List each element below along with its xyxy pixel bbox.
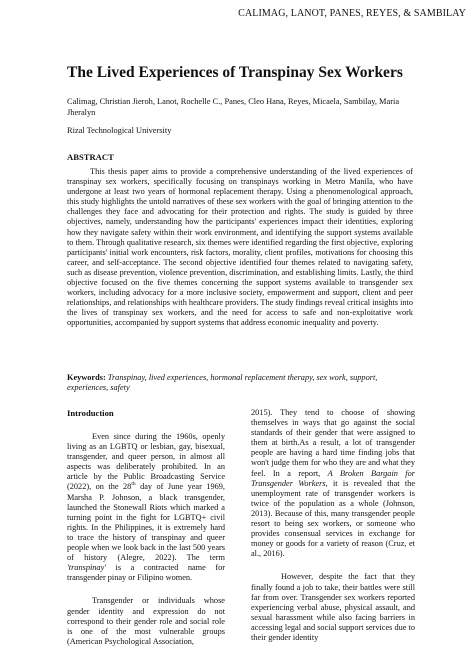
report-title: A Broken Bargain for Transgender Workers [251,468,415,488]
intro-paragraph-3 [251,408,415,559]
paper-title: The Lived Experiences of Transpinay Sex Workers [67,64,403,81]
intro-paragraph-4: However, despite the fact that they finally found a job to take, their battles were still far from over. Transgender sex workers reported experiencing verbal abuse, physical assault, and sexual harassment while also facing barriers in accessing legal and social support services due to their gender identity [251,572,415,642]
transpinay-term: 'transpinay' [67,563,107,573]
abstract-body: This thesis paper aims to provide a comprehensive understanding of the lived experiences of transpinay sex workers, specifically focusing on transpinays working in Metro Manila, who have undergone at least two years of hormonal replacement therapy. Using a phenomenological approach, this study highlights the untold narratives of these sex workers with the goal of bringing attention to the challenges they face and advocating for their protection and rights. The study is guided by three objectives, namely, understanding how the participants' experiences impact their identities, exploring how they navigate safety within their work environment, and identifying the support systems available to them. Through qualitative research, six themes were identified regarding the first objective, exploring participants' initial work encounters, risk factors, morality, client profiles, motivations for choosing this career, and self-acceptance. The second objective identified four themes related to navigating safety, such as disease prevention, violence prevention, discrimination, and establishing limits. Lastly, the third objective focused on the five themes concerning the support systems available to transgender sex workers, including advocacy for a more inclusive society, empowerment and support, client and peer relationships, and relationships with healthcare providers. The study findings reveal critical insights into the lives of transpinay sex workers, and the need for access to safe and non-exploitative work opportunities, accompanied by support systems that address economic inequality and poverty. [67,167,413,328]
left-column [67,408,225,660]
right-column [251,408,415,656]
abstract-heading: ABSTRACT [67,152,114,162]
ordinal-suffix: th [131,481,136,488]
author-list: Calimag, Christian Jieroh, Lanot, Rochelle C., Panes, Cleo Hana, Reyes, Micaela, Sambilay, Maria Jheralyn [67,97,400,117]
intro-p1-part-b: day of June year 1969, Marsha P. Johnson, a black transgender, launched the Stonewall Riots which marked a turning point in the fight for LGBTQ+ civil rights. In the Philippines, it is extremely hard to trace the history of transpinay and queer people when we look back in the last 500 years of history (Alegre, 2022). The term [67,482,225,563]
intro-p1-part-c: is a contracted name for transgender pinay or Filipino women. [67,563,225,583]
intro-p3-part-b: , it is revealed that the unemployment rate of transgender workers is twice of the population as a whole (Johnson, 2013). Because of this, many transgender people resort to being sex workers, or someone who provides consensual services in exchange for money or goods for a variety of reason (Cruz, et al., 2016). [251,478,416,559]
intro-paragraph-2: Transgender or individuals whose gender identity and expression do not correspond to their gender role and social role is one of the most vulnerable groups (American Psychological Association, [67,596,225,646]
affiliation: Rizal Technological University [67,126,172,135]
intro-p1-part-a: Even since during the 1960s, openly living as an LGBTQ or lesbian, gay, bisexual, transgender, and queer person, in almost all aspects was deliberately prohibited. In an article by the Public Broadcasting Service (2022), on the 28 [67,432,225,492]
keywords [67,373,413,393]
keywords-text: Transpinay, lived experiences, hormonal replacement therapy, sex work, support, experiences, safety [67,373,378,393]
intro-paragraph-1 [67,432,225,583]
introduction-heading: Introduction [67,408,114,418]
intro-p3-part-a: 2015). They tend to choose of showing themselves in ways that go against the social standards of their gender that were assigned to them at birth.As a result, a lot of transgender people are having a hard time finding jobs that won't judge them for who they are and what they feel. In a report, [251,408,415,478]
keywords-label: Keywords: [67,373,106,382]
running-header: CALIMAG, LANOT, PANES, REYES, & SAMBILAY [238,8,466,19]
